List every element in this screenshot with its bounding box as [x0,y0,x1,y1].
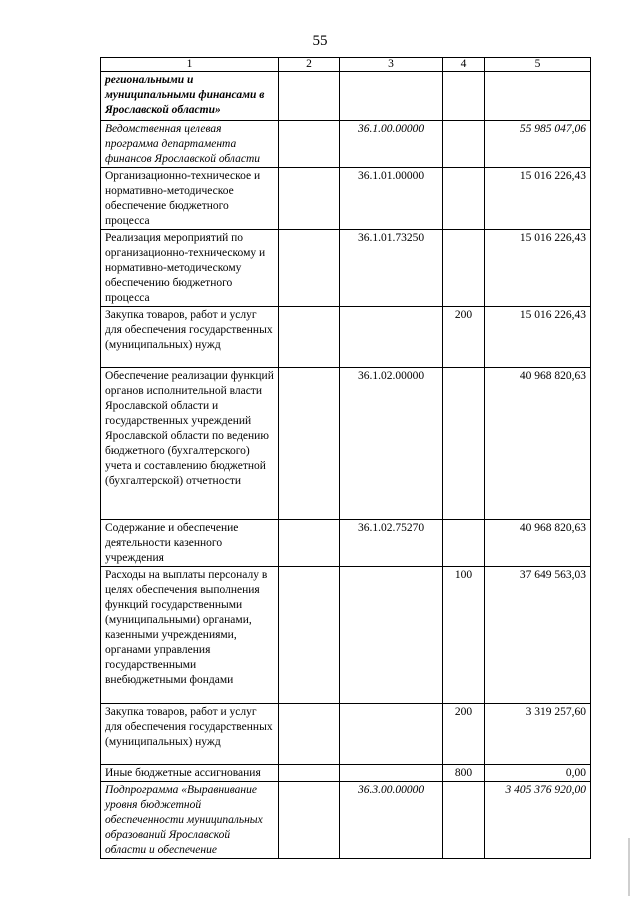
cell-code: 36.1.01.73250 [340,230,443,307]
cell-amount: 37 649 563,03 [485,567,591,704]
cell-name: Содержание и обеспечение деятельности казенного учреждения [101,520,279,567]
table-row [101,520,591,567]
cell-amount: 15 016 226,43 [485,307,591,368]
page-number: 55 [312,33,328,49]
cell-expense-type [443,72,485,121]
cell-expense-type: 800 [443,765,485,782]
header-col-5: 5 [485,58,591,72]
cell-name: Реализация мероприятий по организационно-техническому и нормативно-методическому обеспечению бюджетного процесса [101,230,279,307]
cell-col-2 [279,704,340,765]
cell-name: Закупка товаров, работ и услуг для обеспечения государственных (муниципальных) нужд [101,704,279,765]
cell-col-2 [279,121,340,168]
table-row [101,765,591,782]
cell-name: Иные бюджетные ассигнования [101,765,279,782]
cell-expense-type [443,121,485,168]
cell-code: 36.3.00.00000 [340,782,443,859]
cell-col-2 [279,168,340,230]
cell-code [340,765,443,782]
header-col-1: 1 [101,58,279,72]
cell-name: Подпрограмма «Выравнивание уровня бюджетной обеспеченности муниципальных образований Ярославской области и обеспечение [101,782,279,859]
cell-expense-type [443,520,485,567]
cell-col-2 [279,307,340,368]
cell-expense-type [443,782,485,859]
cell-expense-type [443,168,485,230]
cell-expense-type [443,230,485,307]
table-row [101,307,591,368]
cell-code [340,72,443,121]
cell-name: Обеспечение реализации функций органов исполнительной власти Ярославской области и государственных учреждений Ярославской области по ведению бюджетного (бухгалтерского) учета и составлению бюджетной (бухгалтерской) отчетности [101,368,279,520]
table-row [101,567,591,704]
header-col-3: 3 [340,58,443,72]
cell-amount: 0,00 [485,765,591,782]
cell-expense-type: 200 [443,307,485,368]
cell-expense-type [443,368,485,520]
budget-table [100,57,591,859]
cell-amount: 15 016 226,43 [485,230,591,307]
cell-code: 36.1.02.75270 [340,520,443,567]
cell-col-2 [279,567,340,704]
cell-amount [485,72,591,121]
cell-amount: 3 319 257,60 [485,704,591,765]
header-col-4: 4 [443,58,485,72]
cell-amount: 40 968 820,63 [485,368,591,520]
cell-code: 36.1.01.00000 [340,168,443,230]
cell-amount: 55 985 047,06 [485,121,591,168]
cell-code [340,307,443,368]
cell-col-2 [279,368,340,520]
cell-expense-type: 200 [443,704,485,765]
cell-col-2 [279,782,340,859]
cell-col-2 [279,230,340,307]
cell-col-2 [279,520,340,567]
header-col-2: 2 [279,58,340,72]
cell-col-2 [279,765,340,782]
cell-code: 36.1.02.00000 [340,368,443,520]
cell-amount: 3 405 376 920,00 [485,782,591,859]
table-row [101,121,591,168]
table-row [101,782,591,859]
cell-amount: 15 016 226,43 [485,168,591,230]
cell-name: Закупка товаров, работ и услуг для обеспечения государственных (муниципальных) нужд [101,307,279,368]
table-row [101,168,591,230]
cell-col-2 [279,72,340,121]
cell-name: Организационно-техническое и нормативно-методическое обеспечение бюджетного процесса [101,168,279,230]
table-header-row [101,58,591,72]
cell-code [340,567,443,704]
cell-code [340,704,443,765]
table-row [101,368,591,520]
table-body [101,72,591,859]
table-row [101,230,591,307]
cell-amount: 40 968 820,63 [485,520,591,567]
scan-edge-mark [628,838,630,896]
cell-name: Ведомственная целевая программа департамента финансов Ярославской области [101,121,279,168]
cell-name: региональными и муниципальными финансами в Ярославской области» [101,72,279,121]
table-row [101,72,591,121]
cell-name: Расходы на выплаты персоналу в целях обеспечения выполнения функций государственными (муниципальными) органами, казенными учреждениями, органами управления государственными внебюджетными фондами [101,567,279,704]
cell-code: 36.1.00.00000 [340,121,443,168]
cell-expense-type: 100 [443,567,485,704]
table-row [101,704,591,765]
